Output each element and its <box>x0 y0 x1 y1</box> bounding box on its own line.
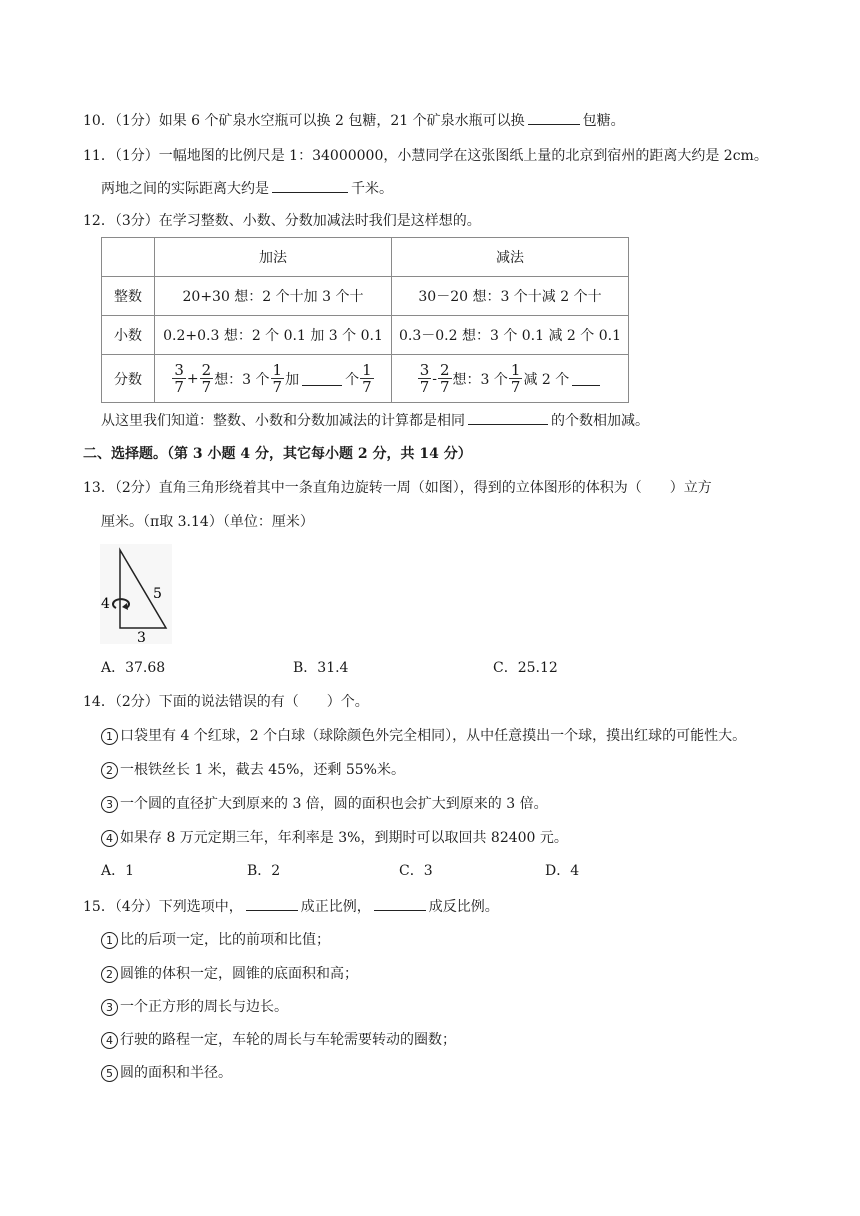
table-cell: 0.3－0.2 想：3 个 0.1 减 2 个 0.1 <box>392 316 629 355</box>
question-number: 10． <box>83 113 115 129</box>
question-14 <box>83 692 369 712</box>
question-text-tail: 的个数相加减。 <box>551 413 649 429</box>
fraction: $\frac{1}{7}$ <box>510 361 521 396</box>
list-item <box>101 997 288 1017</box>
option-b[interactable]: B．2 <box>247 863 281 879</box>
section-title: 二、选择题。（第 3 小题 4 分，其它每小题 2 分，共 14 分） <box>83 446 472 462</box>
circled-number: 1 <box>101 932 118 949</box>
table-header-add: 加法 <box>155 238 392 277</box>
option-c[interactable]: C．25.12 <box>493 660 558 676</box>
question-text: 两地之间的实际距离大约是 <box>101 181 269 197</box>
plus-sign: + <box>186 370 199 387</box>
circled-number: 2 <box>101 966 118 983</box>
fraction: $\frac{2}{7}$ <box>201 361 212 396</box>
answer-blank[interactable] <box>246 896 298 911</box>
answer-blank[interactable] <box>528 110 580 125</box>
item-text: 一根铁丝长 1 米，截去 45%，还剩 55%米。 <box>120 762 405 778</box>
question-number: 15． <box>83 899 115 915</box>
answer-blank[interactable] <box>272 178 348 193</box>
list-item <box>101 930 330 950</box>
list-item <box>101 1063 232 1083</box>
list-item <box>101 760 405 780</box>
table-text: 加 <box>285 371 300 388</box>
question-10 <box>83 110 625 131</box>
list-item <box>101 964 358 984</box>
option-a[interactable]: A．1 <box>101 863 135 879</box>
row-label: 整数 <box>102 277 155 316</box>
question-text: （1分）如果 6 个矿泉水空瓶可以换 2 包糖，21 个矿泉水瓶可以换 <box>114 113 525 129</box>
option-c[interactable]: C．3 <box>399 863 433 879</box>
table-text: 个 <box>345 371 360 388</box>
question-text: 从这里我们知道：整数、小数和分数加减法的计算都是相同 <box>101 413 465 429</box>
fraction-sub-expression <box>392 362 628 395</box>
item-text: 行驶的路程一定，车轮的周长与车轮需要转动的圈数； <box>120 1032 456 1048</box>
question-number: 14． <box>83 694 115 710</box>
fraction-add-expression <box>155 362 391 395</box>
item-text: 口袋里有 4 个红球，2 个白球（球除颜色外完全相同），从中任意摸出一个球，摸出红球的可能性大。 <box>120 728 747 744</box>
question-number: 12． <box>83 213 115 229</box>
side-label-3: 3 <box>137 630 146 644</box>
table-cell <box>392 355 629 403</box>
list-item <box>101 1030 456 1050</box>
circled-number: 3 <box>101 796 118 813</box>
side-label-5: 5 <box>153 586 162 602</box>
table-text: 想：3 个 <box>452 371 508 388</box>
question-number: 11． <box>83 148 115 164</box>
answer-blank[interactable] <box>374 896 426 911</box>
table-row <box>102 355 629 403</box>
side-label-4: 4 <box>101 596 110 612</box>
table-text: 想：3 个 <box>214 371 270 388</box>
item-text: 如果存 8 万元定期三年，年利率是 3%，到期时可以取回共 82400 元。 <box>120 830 568 846</box>
minus-sign: - <box>432 370 437 387</box>
question-text-tail: 成反比例。 <box>428 899 499 915</box>
question-12-conclusion <box>101 410 649 431</box>
table-row <box>102 277 629 316</box>
item-text: 一个圆的直径扩大到原来的 3 倍，圆的面积也会扩大到原来的 3 倍。 <box>120 796 548 812</box>
circled-number: 4 <box>101 830 118 847</box>
question-12 <box>83 211 481 231</box>
question-13 <box>83 478 712 498</box>
item-text: 圆锥的体积一定，圆锥的底面积和高； <box>120 966 358 982</box>
fraction: $\frac{3}{7}$ <box>174 361 184 396</box>
question-text: （2分）下面的说法错误的有（ ）个。 <box>114 694 369 710</box>
fraction: $\frac{1}{7}$ <box>272 361 283 396</box>
list-item <box>101 794 548 814</box>
fraction: $\frac{2}{7}$ <box>440 361 450 396</box>
answer-blank[interactable] <box>468 410 548 425</box>
question-text-tail: 包糖。 <box>582 113 625 129</box>
fraction: $\frac{3}{7}$ <box>419 361 430 396</box>
question-text: （4分）下列选项中， <box>114 899 243 915</box>
item-text: 比的后项一定，比的前项和比值； <box>120 932 330 948</box>
item-text: 一个正方形的周长与边长。 <box>120 999 288 1015</box>
question-11-line2 <box>101 178 393 199</box>
table-cell <box>102 238 155 277</box>
circled-number: 4 <box>101 1032 118 1049</box>
list-item <box>101 828 568 848</box>
table-cell <box>155 355 392 403</box>
table-row <box>102 316 629 355</box>
question-text: （2分）直角三角形绕着其中一条直角边旋转一周（如图），得到的立体图形的体积为（ ）立方 <box>114 480 712 496</box>
comparison-table <box>101 237 629 403</box>
table-header-sub: 减法 <box>392 238 629 277</box>
question-text: （1分）一幅地图的比例尺是 1：34000000，小慧同学在这张图纸上量的北京到宿州的距离大约是 2cm。 <box>114 148 768 164</box>
option-a[interactable]: A．37.68 <box>101 660 166 676</box>
circled-number: 2 <box>101 762 118 779</box>
table-header-row <box>102 238 629 277</box>
row-label: 小数 <box>102 316 155 355</box>
triangle-figure <box>100 544 172 644</box>
row-label: 分数 <box>102 355 155 403</box>
table-text: 减 2 个 <box>523 371 570 388</box>
circled-number: 3 <box>101 999 118 1016</box>
option-d[interactable]: D．4 <box>545 863 580 879</box>
list-item <box>101 726 746 746</box>
table-cell: 0.2+0.3 想：2 个 0.1 加 3 个 0.1 <box>155 316 392 355</box>
fraction: $\frac{1}{7}$ <box>362 361 372 396</box>
question-text: （3分）在学习整数、小数、分数加减法时我们是这样想的。 <box>114 213 481 229</box>
item-text: 圆的面积和半径。 <box>120 1065 232 1081</box>
circled-number: 5 <box>101 1065 118 1082</box>
table-cell: 20+30 想：2 个十加 3 个十 <box>155 277 392 316</box>
question-15 <box>83 896 499 917</box>
circled-number: 1 <box>101 728 118 745</box>
question-text: 成正比例， <box>300 899 371 915</box>
answer-blank[interactable] <box>302 371 342 386</box>
option-b[interactable]: B．31.4 <box>293 660 349 676</box>
answer-blank[interactable] <box>572 371 600 386</box>
question-13-line2: 厘米。（π取 3.14）（单位：厘米） <box>101 514 314 530</box>
table-cell: 30－20 想：3 个十减 2 个十 <box>392 277 629 316</box>
question-text-tail: 千米。 <box>351 181 393 197</box>
question-11 <box>83 146 768 166</box>
question-number: 13． <box>83 480 115 496</box>
